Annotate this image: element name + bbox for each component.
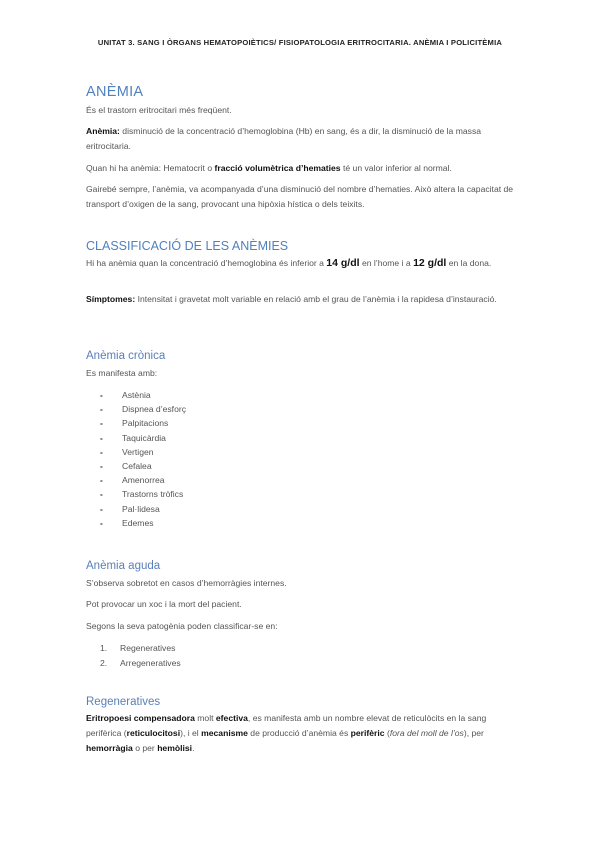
aguda-p2: Pot provocar un xoc i la mort del pacient. <box>86 599 242 609</box>
cronica-symptom-list <box>100 388 186 530</box>
list-item: - Cefalea <box>100 459 186 473</box>
p1-a: Hi ha anèmia quan la concentració d’hemoglobina és inferior a <box>86 258 327 268</box>
p1-b: en l’home i a <box>359 258 414 268</box>
list-item: - Astènia <box>100 388 186 402</box>
hematocrit-bold: fracció volumètrica d’hematies <box>214 163 341 173</box>
classificacio-p1 <box>86 256 516 271</box>
cronica-intro: Es manifesta amb: <box>86 368 158 378</box>
value-women: 12 g/dl <box>413 257 447 269</box>
definition-text: disminució de la concentració d’hemoglobina (Hb) en sang, és a dir, la disminució de la massa eritrocitaria. <box>86 126 482 151</box>
list-item: - Edemes <box>100 516 186 530</box>
list-item: 1. Regeneratives <box>100 643 176 653</box>
aguda-p1: S’observa sobretot en casos d’hemorràgies internes. <box>86 578 287 588</box>
list-item: - Trastorns tròfics <box>100 487 186 501</box>
section-title-cronica: Anèmia crònica <box>86 350 166 362</box>
regeneratives-paragraph: Eritropoesi compensadora molt efectiva, es manifesta amb un nombre elevat de reticulòcits en la sang perifèrica (reticulocitosi), i el mecanisme de producció d’anèmia és perifèric (fora del moll de l’os), per hemorràgia o per hemòlisi. <box>86 713 487 753</box>
value-men: 14 g/dl <box>326 257 360 269</box>
list-item: 2. Arregeneratives <box>100 657 181 668</box>
list-item: - Vertigen <box>100 445 186 459</box>
symptoms-label: Símptomes: <box>86 294 136 304</box>
symptoms-paragraph <box>86 292 516 307</box>
page-header: UNITAT 3. SANG I ÒRGANS HEMATOPOIÈTICS/ FISIOPATOLOGIA ERITROCITARIA. ANÈMIA I POLICITÈMIA <box>97 38 503 47</box>
section-title-anemia: ANÈMIA <box>86 84 144 100</box>
anemia-hematocrit <box>86 161 516 176</box>
aguda-p3: Segons la seva patogènia poden classificar-se en: <box>86 621 278 631</box>
list-item: - Dispnea d’esforç <box>100 402 186 416</box>
list-item: - Palpitacions <box>100 416 186 430</box>
aguda-type-list <box>100 641 181 670</box>
hematocrit-pre: Quan hi ha anèmia: Hematocrit o <box>86 163 215 173</box>
section-title-classificacio: CLASSIFICACIÓ DE LES ANÈMIES <box>86 239 289 253</box>
section-title-aguda: Anèmia aguda <box>86 560 161 572</box>
p1-c: en la dona. <box>446 258 492 268</box>
list-item: - Pal·lidesa <box>100 502 186 516</box>
anemia-paragraph-3: Gairebé sempre, l’anèmia, va acompanyada d’una disminució del nombre d’hematies. Això altera la capacitat de transport d’oxigen de la sang, provocant una hipòxia hística o dels teixits. <box>86 184 514 209</box>
section-title-regeneratives: Regeneratives <box>86 696 161 708</box>
symptoms-text: Intensitat i gravetat molt variable en relació amb el grau de l’anèmia i la rapidesa d’instauració. <box>135 294 497 304</box>
anemia-definition <box>86 124 516 154</box>
definition-label: Anèmia: <box>86 126 120 136</box>
list-item: - Taquicàrdia <box>100 431 186 445</box>
hematocrit-post: té un valor inferior al normal. <box>340 163 452 173</box>
list-item: - Amenorrea <box>100 473 186 487</box>
anemia-intro: És el trastorn eritrocitari més freqüent. <box>86 105 232 115</box>
